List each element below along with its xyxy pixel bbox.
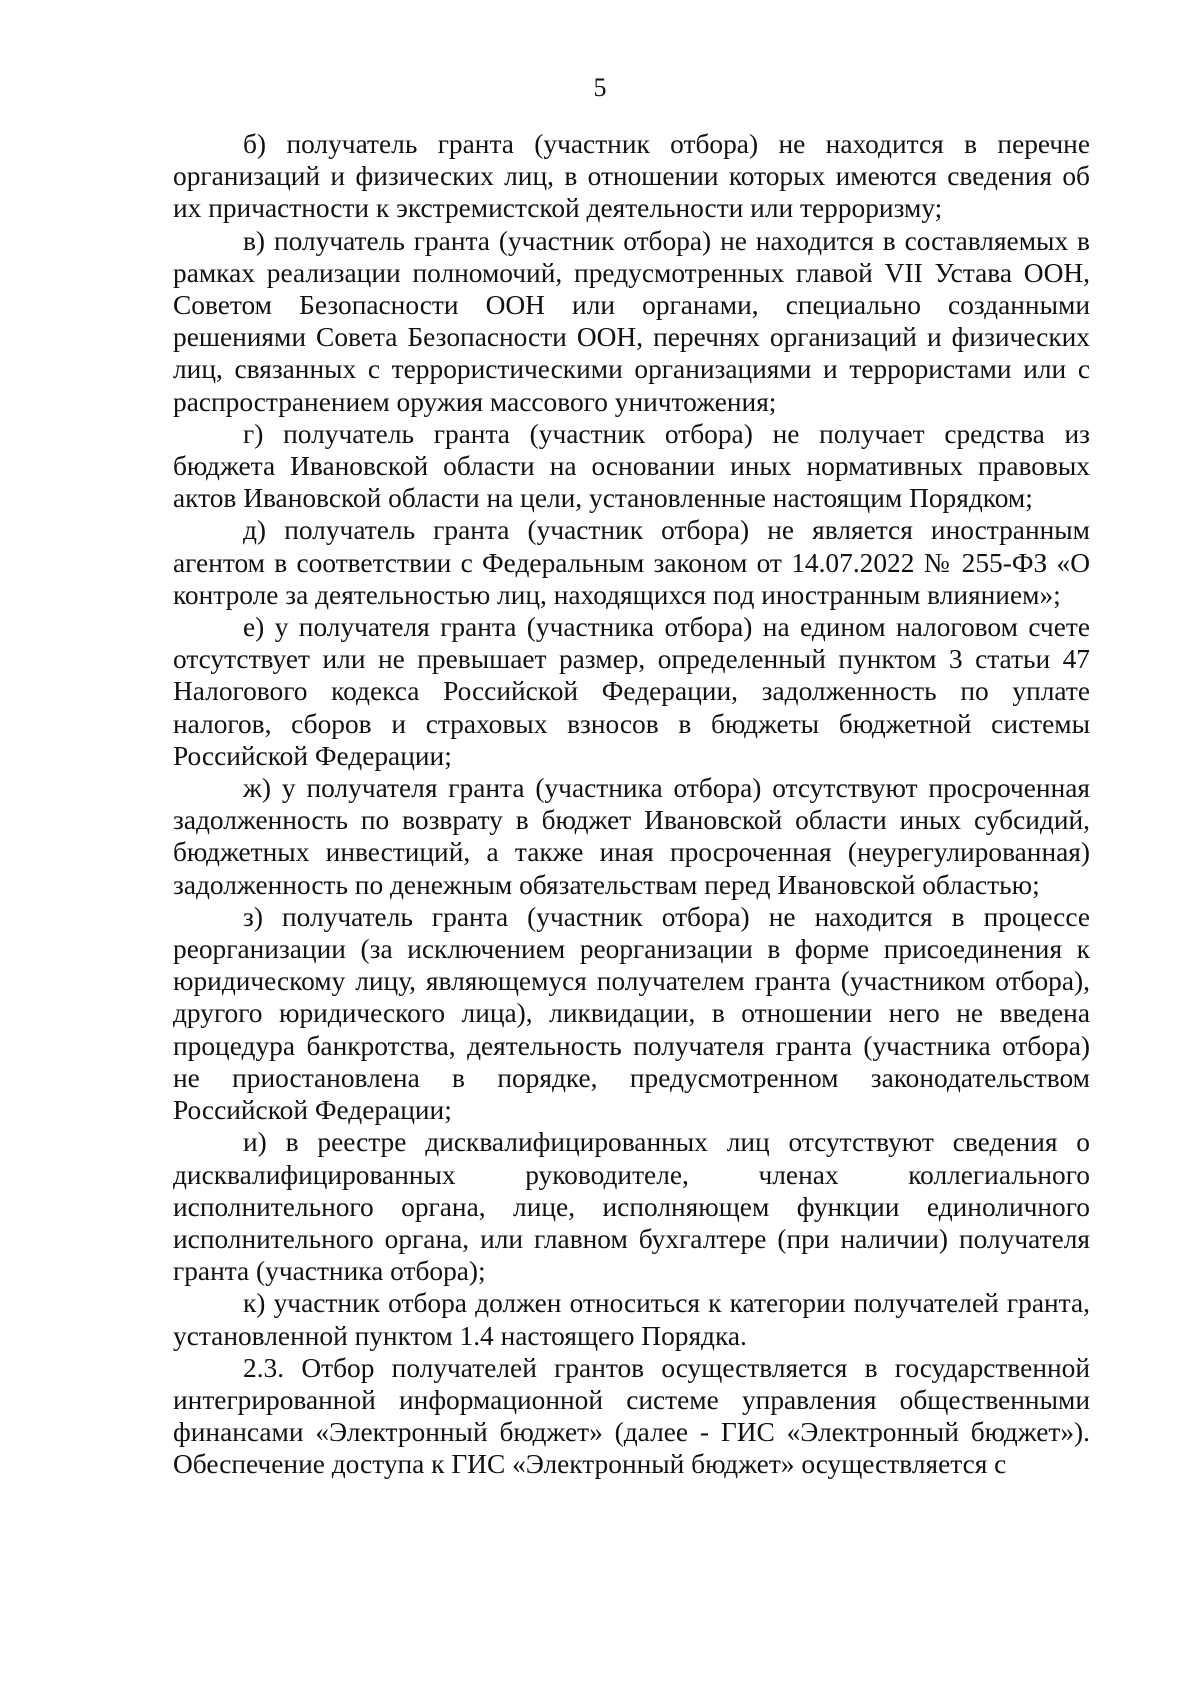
paragraph-z: з) получатель гранта (участник отбора) не находится в процессе реорганизации (за исключением реорганизации в форме присоединения к юридическому лицу, являющемуся получателем гранта (участником отбора), другого юридического лица), ликвидации, в отношении него не введена процедура банкротства, деятельность получателя гранта (участника отбора) не приостановлена в порядке, предусмотренном законодательством Российской Федерации; (173, 901, 1090, 1126)
paragraph-b: б) получатель гранта (участник отбора) не находится в перечне организаций и физических лиц, в отношении которых имеются сведения об их причастности к экстремистской деятельности или терроризму; (173, 129, 1090, 224)
paragraph-k: к) участник отбора должен относиться к категории получателей гранта, установленной пунктом 1.4 настоящего Порядка. (173, 1288, 1090, 1351)
paragraph-v: в) получатель гранта (участник отбора) не находится в составляемых в рамках реализации полномочий, предусмотренных главой VII Устава ООН, Советом Безопасности ООН или органами, специально созданными решениями Совета Безопасности ООН, перечнях организаций и физических лиц, связанных с террористическими организациями и террористами или с распространением оружия массового уничтожения; (173, 225, 1090, 417)
document-body (173, 128, 1090, 1481)
paragraph-d: д) получатель гранта (участник отбора) не является иностранным агентом в соответствии с Федеральным законом от 14.07.2022 № 255-ФЗ «О контроле за деятельностью лиц, находящихся под иностранным влиянием»; (173, 515, 1090, 610)
paragraph-2-3: 2.3. Отбор получателей грантов осуществляется в государственной интегрированной информационной системе управления общественными финансами «Электронный бюджет» (далее - ГИС «Электронный бюджет»). Обеспечение доступа к ГИС «Электронный бюджет» осуществляется с (173, 1352, 1090, 1480)
paragraph-i: и) в реестре дисквалифицированных лиц отсутствуют сведения о дисквалифицированных руководителе, членах коллегиального исполнительного органа, лице, исполняющем функции единоличного исполнительного органа, или главном бухгалтере (при наличии) получателя гранта (участника отбора); (173, 1127, 1090, 1287)
paragraph-g: г) получатель гранта (участник отбора) не получает средства из бюджета Ивановской области на основании иных нормативных правовых актов Ивановской области на цели, установленные настоящим Порядком; (173, 418, 1090, 514)
page-number: 5 (593, 73, 607, 102)
paragraph-zh: ж) у получателя гранта (участника отбора) отсутствуют просроченная задолженность по возврату в бюджет Ивановской области иных субсидий, бюджетных инвестиций, а также иная просроченная (неурегулированная) задолженность по денежным обязательствам перед Ивановской областью; (173, 773, 1090, 900)
paragraph-e: е) у получателя гранта (участника отбора) на едином налоговом счете отсутствует или не превышает размер, определенный пунктом 3 статьи 47 Налогового кодекса Российской Федерации, задолженность по уплате налогов, сборов и страховых взносов в бюджеты бюджетной системы Российской Федерации; (173, 612, 1090, 771)
